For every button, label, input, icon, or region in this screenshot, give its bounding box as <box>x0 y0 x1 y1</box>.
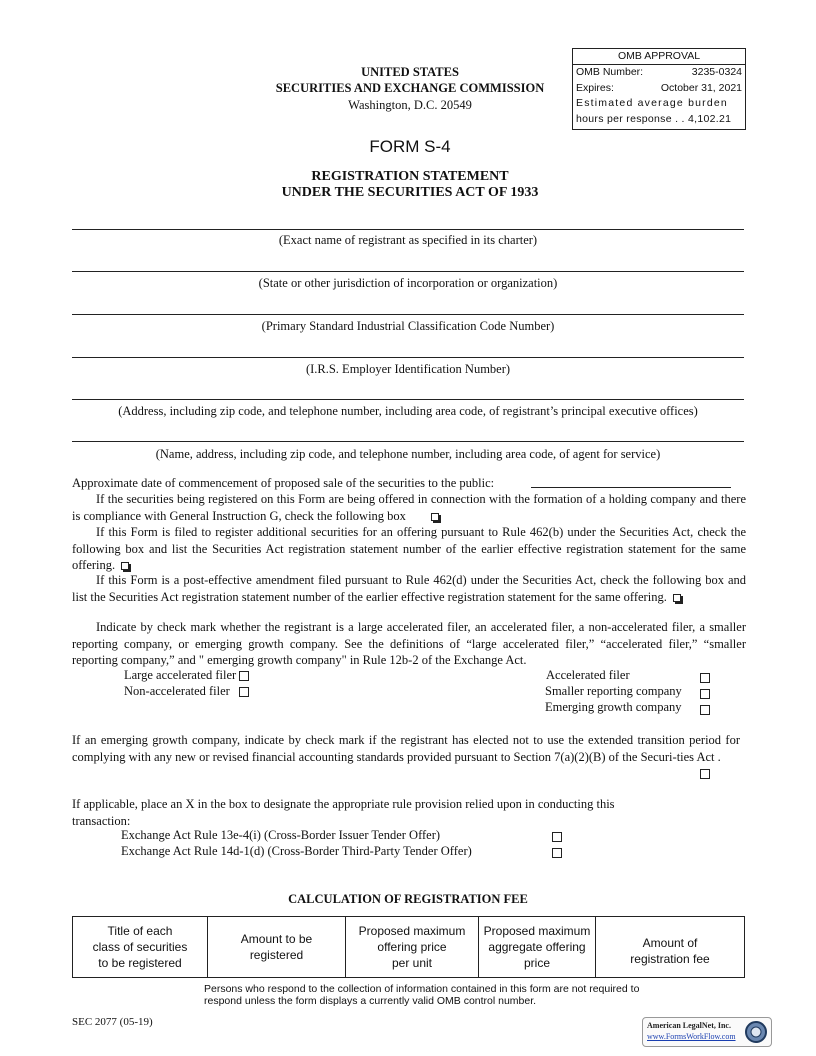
header-title-line1: Title of each <box>107 924 173 938</box>
globe-icon <box>744 1020 768 1044</box>
emerging-growth-label: Emerging growth company <box>545 700 682 714</box>
egc-paragraph: If an emerging growth company, indicate by check mark if the registrant has elected not to use the extended transition period for complying with any new or revised financial accounting standards provided pursuant to Section 7(a)(2)(B) of the Securi-ties Act . <box>72 733 740 764</box>
filer-status-paragraph: Indicate by check mark whether the registrant is a large accelerated filer, an accelerated filer, a non-accelerated filer, a smaller reporting company, or emerging growth company. See the definitions of “large accelerated filer,” “accelerated filer,” “smaller reporting company,” and " emerging growth company" in Rule 12b-2 of the Exchange Act. <box>72 620 746 667</box>
smaller-reporting-checkbox[interactable] <box>700 689 710 699</box>
omb-number-label: OMB Number: <box>576 66 644 78</box>
rule-462d-paragraph <box>72 572 746 605</box>
non-accelerated-filer-checkbox[interactable] <box>239 687 249 697</box>
rule-13e4i-checkbox[interactable] <box>552 832 562 842</box>
omb-approval-box <box>572 48 746 130</box>
large-accelerated-filer-label: Large accelerated filer <box>124 668 237 682</box>
sic-code-caption: (Primary Standard Industrial Classification Code Number) <box>261 319 555 333</box>
form-code: SEC 2077 (05-19) <box>72 1016 153 1028</box>
address-caption: (Address, including zip code, and telephone number, including area code, of registrant’s principal executive offices) <box>118 404 698 418</box>
header-max-aggregate-price <box>479 917 596 978</box>
approx-date-field[interactable] <box>531 487 731 488</box>
non-accelerated-filer-label: Non-accelerated filer <box>124 684 230 698</box>
jurisdiction-line[interactable] <box>72 271 744 272</box>
header-aggregate-line1: Proposed maximum <box>483 924 591 938</box>
omb-number-row <box>573 65 745 81</box>
omb-number-value: 3235-0324 <box>691 66 742 78</box>
omb-burden-line2: hours per response . . 4,102.21 <box>576 112 732 125</box>
american-legalnet-logo[interactable] <box>642 1017 772 1047</box>
header-offering-line1: Proposed maximum <box>358 924 466 938</box>
header-offering-line3: per unit <box>391 956 433 970</box>
logo-website[interactable]: www.FormsWorkFlow.com <box>647 1032 736 1041</box>
omb-control-notice: Persons who respond to the collection of information contained in this form are not required to respond unless the form displays a currently valid OMB control number. <box>204 983 640 1007</box>
omb-title: OMB APPROVAL <box>573 49 745 65</box>
header-title-of-class <box>73 917 208 978</box>
header-amount-registered <box>208 917 346 978</box>
rule-462b-text: If this Form is filed to register additional securities for an offering pursuant to Rule 462(b) under the Securities Act, check the following box and list the Securities Act registration statement number of the earlier effective registration statement for the same offering. <box>72 525 746 572</box>
irs-ein-caption: (I.R.S. Employer Identification Number) <box>305 362 511 376</box>
jurisdiction-caption: (State or other jurisdiction of incorporation or organization) <box>258 276 558 290</box>
accelerated-filer-label: Accelerated filer <box>546 668 630 682</box>
header-amount-line1: Amount to be <box>240 932 313 946</box>
agency-line2: SECURITIES AND EXCHANGE COMMISSION <box>275 81 545 95</box>
agent-caption: (Name, address, including zip code, and telephone number, including area code, of agent for service) <box>155 447 661 461</box>
fee-table-header-row <box>73 917 745 978</box>
non-accelerated-filer-option <box>124 684 249 699</box>
header-title-line2: class of securities <box>92 940 188 954</box>
header-offering-line2: offering price <box>377 940 447 954</box>
header-amount-line2: registered <box>249 948 304 962</box>
header-title-line3: to be registered <box>98 956 182 970</box>
rule-14d1d-label: Exchange Act Rule 14d-1(d) (Cross-Border Third-Party Tender Offer) <box>121 844 472 858</box>
header-aggregate-line2: aggregate offering <box>488 940 586 954</box>
egc-transition-checkbox[interactable] <box>700 769 710 779</box>
form-title: FORM S-4 <box>369 137 451 156</box>
agency-line1: UNITED STATES <box>361 65 459 79</box>
omb-expires-label: Expires: <box>576 81 614 94</box>
approx-date-label: Approximate date of commencement of proposed sale of the securities to the public: <box>72 476 495 490</box>
registrant-name-caption: (Exact name of registrant as specified in its charter) <box>278 233 538 247</box>
agency-address: Washington, D.C. 20549 <box>348 98 472 112</box>
rule-462d-text: If this Form is a post-effective amendment filed pursuant to Rule 462(d) under the Securities Act, check the following box and list the Securities Act registration statement number of the earlier effective registration statement for the same offering. <box>72 573 746 604</box>
header-registration-fee <box>596 917 745 978</box>
smaller-reporting-label: Smaller reporting company <box>545 684 682 698</box>
subtitle-line2: UNDER THE SECURITIES ACT OF 1933 <box>281 185 539 200</box>
rule-462b-checkbox[interactable] <box>121 562 129 570</box>
emerging-growth-checkbox[interactable] <box>700 705 710 715</box>
accelerated-filer-checkbox[interactable] <box>700 673 710 683</box>
irs-ein-line[interactable] <box>72 357 744 358</box>
header-fee-line2: registration fee <box>630 952 710 966</box>
large-accelerated-filer-option <box>124 668 249 683</box>
subtitle-line1: REGISTRATION STATEMENT <box>311 169 509 184</box>
header-fee-line1: Amount of <box>642 936 698 950</box>
registration-fee-table <box>72 916 745 978</box>
fee-table-title: CALCULATION OF REGISTRATION FEE <box>288 892 528 906</box>
holding-company-checkbox[interactable] <box>431 513 439 521</box>
sic-code-line[interactable] <box>72 314 744 315</box>
rule-14d1d-checkbox[interactable] <box>552 848 562 858</box>
holding-company-text: If the securities being registered on this Form are being offered in connection with the formation of a holding company and there is compliance with General Instruction G, check the following box <box>72 492 746 523</box>
holding-company-paragraph <box>72 491 746 524</box>
rule-13e4i-label: Exchange Act Rule 13e-4(i) (Cross-Border Issuer Tender Offer) <box>121 828 441 842</box>
omb-expires-row <box>573 81 745 97</box>
agent-line[interactable] <box>72 441 744 442</box>
registrant-name-line[interactable] <box>72 229 744 230</box>
large-accelerated-filer-checkbox[interactable] <box>239 671 249 681</box>
rule-provision-paragraph: If applicable, place an X in the box to designate the appropriate rule provision relied upon in conducting this transaction: <box>72 797 615 828</box>
omb-expires-value: October 31, 2021 <box>660 81 742 94</box>
rule-462b-paragraph <box>72 524 746 574</box>
omb-burden-line1: Estimated average burden <box>576 97 728 109</box>
header-max-offering-price <box>346 917 479 978</box>
header-aggregate-line3: price <box>523 956 550 970</box>
address-line[interactable] <box>72 399 744 400</box>
rule-462d-checkbox[interactable] <box>673 594 681 602</box>
logo-company-name: American LegalNet, Inc. <box>647 1021 731 1030</box>
